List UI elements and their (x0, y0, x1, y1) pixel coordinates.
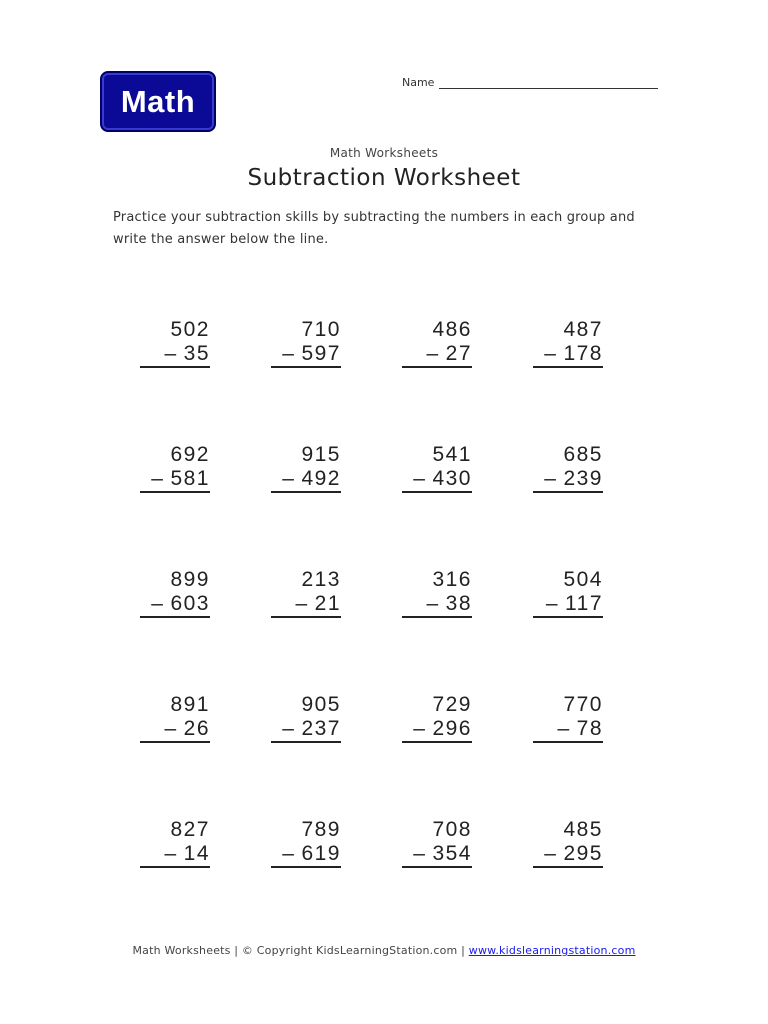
answer-line (271, 366, 341, 368)
minus-sign: – (164, 717, 178, 740)
subtraction-problem (531, 318, 603, 374)
instructions-text: Practice your subtraction skills by subtracting the numbers in each group and write the answer below the line. (113, 210, 635, 247)
footer-copyright: Math Worksheets | © Copyright KidsLearningStation.com | (132, 944, 469, 957)
minuend: 789 (301, 818, 341, 841)
subtrahend: 581 (170, 467, 210, 490)
minus-sign: – (151, 592, 165, 615)
minuend: 486 (432, 318, 472, 341)
name-label: Name (402, 76, 435, 89)
subtrahend-row (282, 342, 341, 366)
answer-line (533, 366, 603, 368)
minus-sign: – (164, 842, 178, 865)
subtraction-problem (138, 568, 210, 624)
worksheet-category: Math Worksheets (329, 146, 439, 160)
subtrahend: 26 (183, 717, 210, 740)
subtrahend-row (151, 467, 210, 491)
minuend: 708 (432, 818, 472, 841)
name-underline (439, 88, 658, 89)
minus-sign: – (282, 342, 296, 365)
subtrahend-row (164, 717, 210, 741)
subtrahend: 239 (563, 467, 603, 490)
minuend: 729 (432, 693, 472, 716)
subtrahend: 237 (301, 717, 341, 740)
subtraction-problem (138, 318, 210, 374)
answer-line (402, 866, 472, 868)
minus-sign: – (557, 717, 571, 740)
subtrahend-row (164, 842, 210, 866)
minuend: 502 (170, 318, 210, 341)
subtrahend: 27 (445, 342, 472, 365)
subtraction-problem (531, 443, 603, 499)
minus-sign: – (426, 592, 440, 615)
subtrahend-row (282, 467, 341, 491)
minus-sign: – (282, 467, 296, 490)
subtrahend: 38 (445, 592, 472, 615)
minus-sign: – (544, 342, 558, 365)
minuend: 685 (563, 443, 603, 466)
subtrahend-row (557, 717, 603, 741)
minuend: 213 (301, 568, 341, 591)
subtraction-problem (400, 568, 472, 624)
subtrahend: 295 (563, 842, 603, 865)
subtrahend: 354 (432, 842, 472, 865)
subtraction-problem (531, 818, 603, 874)
subtrahend-row (426, 342, 472, 366)
subtrahend-row (413, 467, 472, 491)
math-logo: Math (100, 71, 216, 132)
answer-line (140, 741, 210, 743)
minuend: 504 (563, 568, 603, 591)
minuend: 692 (170, 443, 210, 466)
minus-sign: – (151, 467, 165, 490)
minuend: 487 (563, 318, 603, 341)
name-field[interactable] (402, 74, 658, 90)
subtrahend: 597 (301, 342, 341, 365)
subtraction-problem (269, 693, 341, 749)
subtrahend: 14 (183, 842, 210, 865)
subtrahend: 35 (183, 342, 210, 365)
answer-line (140, 866, 210, 868)
minuend: 827 (170, 818, 210, 841)
page-title: Subtraction Worksheet (247, 165, 521, 191)
subtraction-problem (400, 693, 472, 749)
minuend: 485 (563, 818, 603, 841)
minuend: 770 (563, 693, 603, 716)
answer-line (533, 741, 603, 743)
answer-line (271, 866, 341, 868)
answer-line (533, 866, 603, 868)
answer-line (140, 616, 210, 618)
subtraction-problem (400, 443, 472, 499)
minuend: 915 (301, 443, 341, 466)
subtrahend-row (151, 592, 210, 616)
answer-line (402, 366, 472, 368)
answer-line (271, 741, 341, 743)
subtrahend: 21 (314, 592, 341, 615)
minus-sign: – (544, 467, 558, 490)
minus-sign: – (413, 467, 427, 490)
minus-sign: – (282, 717, 296, 740)
subtrahend-row (282, 842, 341, 866)
subtrahend-row (164, 342, 210, 366)
subtrahend: 619 (301, 842, 341, 865)
subtrahend-row (426, 592, 472, 616)
answer-line (140, 491, 210, 493)
minuend: 316 (432, 568, 472, 591)
answer-line (533, 616, 603, 618)
subtrahend: 117 (565, 592, 603, 615)
subtrahend: 430 (432, 467, 472, 490)
minus-sign: – (413, 717, 427, 740)
subtrahend: 178 (563, 342, 603, 365)
subtrahend-row (544, 467, 603, 491)
subtraction-problem (138, 693, 210, 749)
minuend: 541 (432, 443, 472, 466)
subtrahend-row (295, 592, 341, 616)
subtrahend-row (544, 842, 603, 866)
footer (0, 944, 768, 957)
minus-sign: – (545, 592, 560, 615)
subtrahend-row (282, 717, 341, 741)
footer-link[interactable]: www.kidslearningstation.com (468, 944, 636, 957)
subtraction-problem (269, 443, 341, 499)
subtrahend-row (413, 842, 472, 866)
minus-sign: – (164, 342, 178, 365)
answer-line (402, 491, 472, 493)
subtraction-problem (138, 818, 210, 874)
answer-line (271, 491, 341, 493)
minus-sign: – (282, 842, 296, 865)
answer-line (402, 741, 472, 743)
subtrahend: 603 (170, 592, 210, 615)
subtrahend-row (544, 342, 603, 366)
subtraction-problem (400, 318, 472, 374)
minus-sign: – (426, 342, 440, 365)
subtraction-problem (531, 693, 603, 749)
subtraction-problem (269, 568, 341, 624)
minuend: 710 (301, 318, 341, 341)
minus-sign: – (413, 842, 427, 865)
subtraction-problem (269, 318, 341, 374)
subtraction-problem (531, 568, 603, 624)
answer-line (140, 366, 210, 368)
minuend: 899 (170, 568, 210, 591)
minuend: 905 (301, 693, 341, 716)
answer-line (402, 616, 472, 618)
subtrahend-row (546, 592, 603, 616)
subtraction-problem (138, 443, 210, 499)
answer-line (271, 616, 341, 618)
subtraction-problem (269, 818, 341, 874)
minus-sign: – (295, 592, 309, 615)
subtrahend: 492 (301, 467, 341, 490)
subtrahend: 296 (432, 717, 472, 740)
subtrahend-row (413, 717, 472, 741)
minus-sign: – (544, 842, 558, 865)
subtraction-problem (400, 818, 472, 874)
minuend: 891 (170, 693, 210, 716)
answer-line (533, 491, 603, 493)
subtrahend: 78 (576, 717, 603, 740)
